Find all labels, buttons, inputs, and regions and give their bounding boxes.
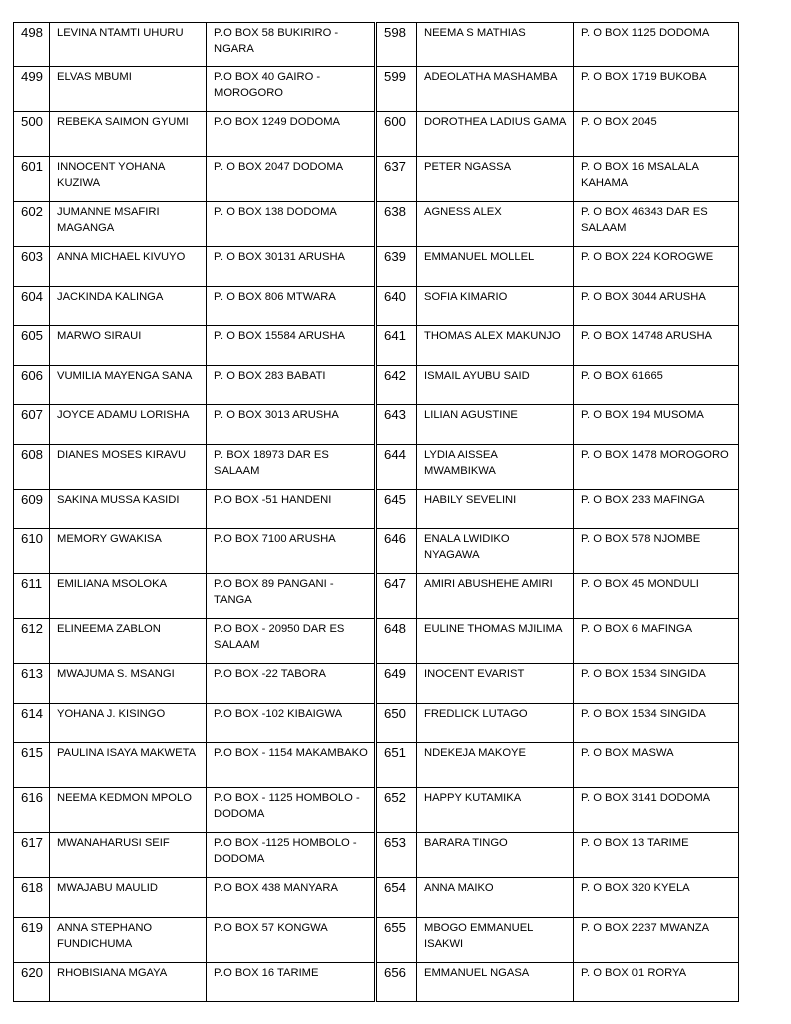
table-row — [14, 247, 739, 287]
entry-name: LYDIA AISSEA MWAMBIKWA — [417, 444, 574, 489]
entry-name: REBEKA SAIMON GYUMI — [50, 112, 207, 157]
entry-name: ANNA STEPHANO FUNDICHUMA — [50, 917, 207, 962]
entry-number: 609 — [14, 489, 50, 529]
entry-name: PAULINA ISAYA MAKWETA — [50, 743, 207, 788]
entry-number: 608 — [14, 444, 50, 489]
table-row — [14, 202, 739, 247]
entry-address: P. O BOX 1478 MOROGORO — [574, 444, 739, 489]
entry-address: P.O BOX 40 GAIRO - MOROGORO — [207, 67, 375, 112]
entry-name: NEEMA S MATHIAS — [417, 23, 574, 67]
entry-address: P. O BOX 320 KYELA — [574, 878, 739, 918]
entry-name: EMMANUEL NGASA — [417, 962, 574, 1002]
entry-name: AMIRI ABUSHEHE AMIRI — [417, 574, 574, 619]
entry-name: EULINE THOMAS MJILIMA — [417, 619, 574, 664]
entry-address: P. O BOX 1125 DODOMA — [574, 23, 739, 67]
entry-name: NEEMA KEDMON MPOLO — [50, 788, 207, 833]
entry-number: 650 — [377, 703, 417, 743]
entry-number: 603 — [14, 247, 50, 287]
entry-number: 649 — [377, 664, 417, 704]
entry-address: P.O BOX -1125 HOMBOLO - DODOMA — [207, 833, 375, 878]
entry-number: 604 — [14, 286, 50, 326]
table-row — [14, 489, 739, 529]
entry-name: JACKINDA KALINGA — [50, 286, 207, 326]
entry-number: 648 — [377, 619, 417, 664]
entry-address: P.O BOX - 1154 MAKAMBAKO — [207, 743, 375, 788]
entry-number: 616 — [14, 788, 50, 833]
entry-address: P. O BOX MASWA — [574, 743, 739, 788]
table-row — [14, 405, 739, 445]
entry-address: P.O BOX 1249 DODOMA — [207, 112, 375, 157]
table-row — [14, 833, 739, 878]
entry-number: 647 — [377, 574, 417, 619]
entry-address: P.O BOX 58 BUKIRIRO - NGARA — [207, 23, 375, 67]
entry-number: 615 — [14, 743, 50, 788]
table-row — [14, 917, 739, 962]
entry-number: 656 — [377, 962, 417, 1002]
entry-name: HAPPY KUTAMIKA — [417, 788, 574, 833]
entry-name: ANNA MAIKO — [417, 878, 574, 918]
entry-address: P. O BOX 806 MTWARA — [207, 286, 375, 326]
entry-name: ADEOLATHA MASHAMBA — [417, 67, 574, 112]
entry-name: DIANES MOSES KIRAVU — [50, 444, 207, 489]
entry-address: P. O BOX 01 RORYA — [574, 962, 739, 1002]
entry-name: MBOGO EMMANUEL ISAKWI — [417, 917, 574, 962]
entry-number: 644 — [377, 444, 417, 489]
entry-name: RHOBISIANA MGAYA — [50, 962, 207, 1002]
entry-number: 499 — [14, 67, 50, 112]
entry-address: P. O BOX 3141 DODOMA — [574, 788, 739, 833]
entry-number: 500 — [14, 112, 50, 157]
table-row — [14, 286, 739, 326]
entry-number: 605 — [14, 326, 50, 366]
entry-address: P. O BOX 16 MSALALA KAHAMA — [574, 157, 739, 202]
table-row — [14, 529, 739, 574]
entry-address: P. O BOX 3013 ARUSHA — [207, 405, 375, 445]
entry-number: 653 — [377, 833, 417, 878]
table-row — [14, 878, 739, 918]
entry-name: HABILY SEVELINI — [417, 489, 574, 529]
entry-number: 620 — [14, 962, 50, 1002]
entry-number: 641 — [377, 326, 417, 366]
table-row — [14, 23, 739, 67]
entry-name: MARWO SIRAUI — [50, 326, 207, 366]
entry-name: LILIAN AGUSTINE — [417, 405, 574, 445]
entry-address: P. O BOX 46343 DAR ES SALAAM — [574, 202, 739, 247]
roster-table — [13, 22, 739, 1002]
entry-address: P. O BOX 578 NJOMBE — [574, 529, 739, 574]
entry-number: 651 — [377, 743, 417, 788]
entry-address: P. O BOX 2047 DODOMA — [207, 157, 375, 202]
entry-address: P. O BOX 2237 MWANZA — [574, 917, 739, 962]
entry-number: 612 — [14, 619, 50, 664]
entry-number: 640 — [377, 286, 417, 326]
entry-address: P.O BOX -22 TABORA — [207, 664, 375, 704]
entry-name: LEVINA NTAMTI UHURU — [50, 23, 207, 67]
entry-number: 637 — [377, 157, 417, 202]
entry-name: JOYCE ADAMU LORISHA — [50, 405, 207, 445]
entry-number: 598 — [377, 23, 417, 67]
entry-number: 610 — [14, 529, 50, 574]
entry-name: YOHANA J. KISINGO — [50, 703, 207, 743]
table-row — [14, 326, 739, 366]
entry-address: P. O BOX 6 MAFINGA — [574, 619, 739, 664]
entry-address: P.O BOX -51 HANDENI — [207, 489, 375, 529]
entry-name: AGNESS ALEX — [417, 202, 574, 247]
entry-name: ELVAS MBUMI — [50, 67, 207, 112]
entry-address: P. O BOX 61665 — [574, 365, 739, 405]
entry-number: 652 — [377, 788, 417, 833]
entry-number: 645 — [377, 489, 417, 529]
entry-name: ELINEEMA ZABLON — [50, 619, 207, 664]
table-row — [14, 788, 739, 833]
entry-address: P. O BOX 30131 ARUSHA — [207, 247, 375, 287]
entry-name: VUMILIA MAYENGA SANA — [50, 365, 207, 405]
entry-name: DOROTHEA LADIUS GAMA — [417, 112, 574, 157]
entry-name: BARARA TINGO — [417, 833, 574, 878]
table-row — [14, 112, 739, 157]
entry-address: P. O BOX 194 MUSOMA — [574, 405, 739, 445]
entry-address: P.O BOX -102 KIBAIGWA — [207, 703, 375, 743]
entry-name: NDEKEJA MAKOYE — [417, 743, 574, 788]
entry-address: P.O BOX 438 MANYARA — [207, 878, 375, 918]
entry-address: P. O BOX 1534 SINGIDA — [574, 664, 739, 704]
entry-number: 646 — [377, 529, 417, 574]
table-row — [14, 574, 739, 619]
entry-name: THOMAS ALEX MAKUNJO — [417, 326, 574, 366]
entry-number: 607 — [14, 405, 50, 445]
entry-name: MWANAHARUSI SEIF — [50, 833, 207, 878]
table-row — [14, 67, 739, 112]
entry-address: P. O BOX 3044 ARUSHA — [574, 286, 739, 326]
entry-address: P. O BOX 2045 — [574, 112, 739, 157]
entry-address: P. O BOX 1719 BUKOBA — [574, 67, 739, 112]
entry-name: EMILIANA MSOLOKA — [50, 574, 207, 619]
table-row — [14, 962, 739, 1002]
entry-address: P. O BOX 138 DODOMA — [207, 202, 375, 247]
entry-address: P. O BOX 224 KOROGWE — [574, 247, 739, 287]
entry-name: INNOCENT YOHANA KUZIWA — [50, 157, 207, 202]
table-row — [14, 703, 739, 743]
table-row — [14, 664, 739, 704]
table-row — [14, 619, 739, 664]
entry-number: 642 — [377, 365, 417, 405]
entry-number: 613 — [14, 664, 50, 704]
entry-number: 606 — [14, 365, 50, 405]
entry-number: 643 — [377, 405, 417, 445]
entry-number: 654 — [377, 878, 417, 918]
entry-number: 602 — [14, 202, 50, 247]
entry-address: P. O BOX 15584 ARUSHA — [207, 326, 375, 366]
entry-number: 614 — [14, 703, 50, 743]
entry-name: INOCENT EVARIST — [417, 664, 574, 704]
entry-name: ENALA LWIDIKO NYAGAWA — [417, 529, 574, 574]
entry-number: 618 — [14, 878, 50, 918]
entry-address: P.O BOX 7100 ARUSHA — [207, 529, 375, 574]
entry-name: SAKINA MUSSA KASIDI — [50, 489, 207, 529]
entry-number: 600 — [377, 112, 417, 157]
entry-address: P.O BOX - 1125 HOMBOLO - DODOMA — [207, 788, 375, 833]
entry-number: 638 — [377, 202, 417, 247]
entry-address: P.O BOX 16 TARIME — [207, 962, 375, 1002]
entry-name: FREDLICK LUTAGO — [417, 703, 574, 743]
entry-number: 655 — [377, 917, 417, 962]
entry-address: P. BOX 18973 DAR ES SALAAM — [207, 444, 375, 489]
entry-number: 601 — [14, 157, 50, 202]
table-row — [14, 743, 739, 788]
table-row — [14, 365, 739, 405]
entry-name: ISMAIL AYUBU SAID — [417, 365, 574, 405]
entry-number: 619 — [14, 917, 50, 962]
entry-name: PETER NGASSA — [417, 157, 574, 202]
entry-name: MWAJUMA S. MSANGI — [50, 664, 207, 704]
entry-number: 639 — [377, 247, 417, 287]
table-row — [14, 444, 739, 489]
entry-name: MWAJABU MAULID — [50, 878, 207, 918]
entry-address: P. O BOX 13 TARIME — [574, 833, 739, 878]
entry-name: EMMANUEL MOLLEL — [417, 247, 574, 287]
entry-address: P.O BOX - 20950 DAR ES SALAAM — [207, 619, 375, 664]
entry-address: P. O BOX 45 MONDULI — [574, 574, 739, 619]
entry-number: 611 — [14, 574, 50, 619]
entry-address: P. O BOX 14748 ARUSHA — [574, 326, 739, 366]
entry-number: 599 — [377, 67, 417, 112]
entry-name: JUMANNE MSAFIRI MAGANGA — [50, 202, 207, 247]
entry-address: P.O BOX 57 KONGWA — [207, 917, 375, 962]
entry-address: P. O BOX 1534 SINGIDA — [574, 703, 739, 743]
entry-name: ANNA MICHAEL KIVUYO — [50, 247, 207, 287]
entry-number: 617 — [14, 833, 50, 878]
entry-name: SOFIA KIMARIO — [417, 286, 574, 326]
entry-address: P. O BOX 283 BABATI — [207, 365, 375, 405]
entry-address: P. O BOX 233 MAFINGA — [574, 489, 739, 529]
entry-number: 498 — [14, 23, 50, 67]
entry-address: P.O BOX 89 PANGANI - TANGA — [207, 574, 375, 619]
table-row — [14, 157, 739, 202]
entry-name: MEMORY GWAKISA — [50, 529, 207, 574]
